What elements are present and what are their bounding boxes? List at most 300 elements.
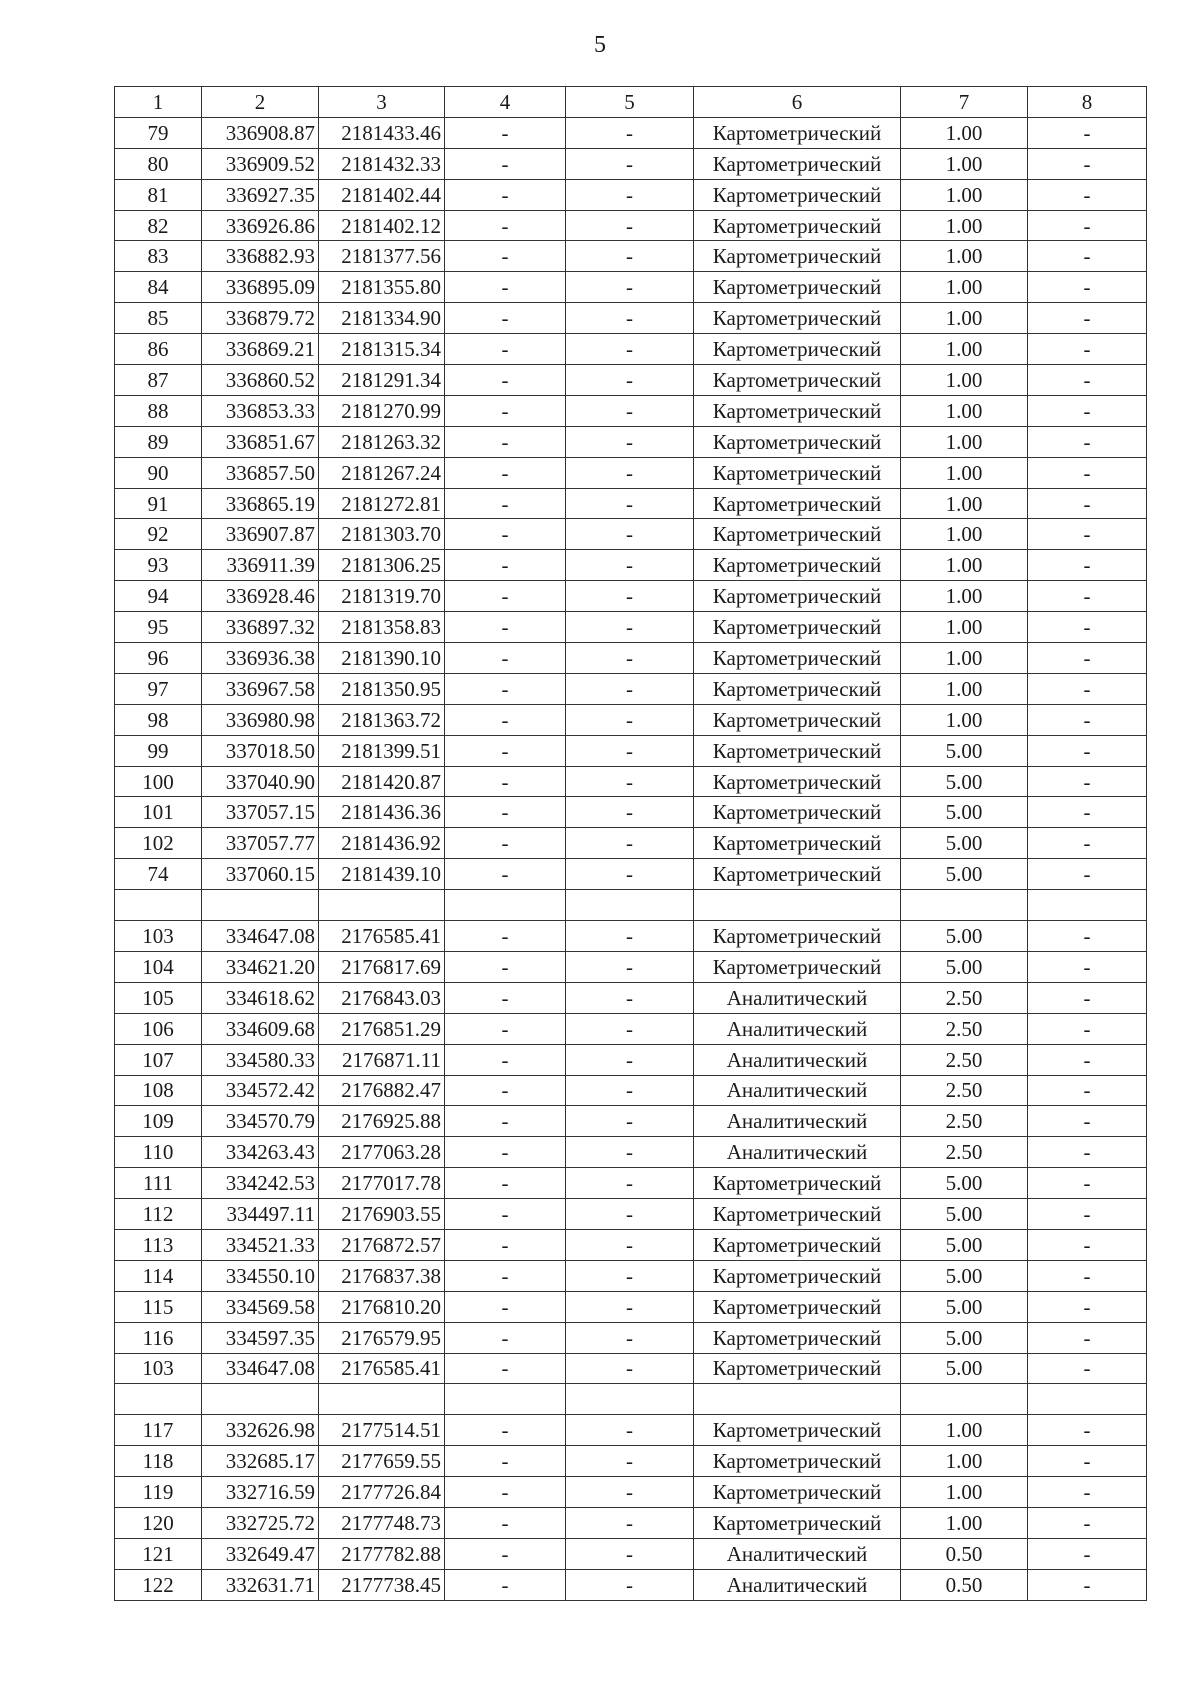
table-cell: 96 xyxy=(115,643,202,674)
table-cell: Картометрический xyxy=(694,766,901,797)
column-header: 5 xyxy=(566,87,694,118)
column-header: 1 xyxy=(115,87,202,118)
table-cell: - xyxy=(1028,117,1147,148)
table-cell: Картометрический xyxy=(694,1446,901,1477)
table-cell: Картометрический xyxy=(694,148,901,179)
table-cell: Картометрический xyxy=(694,365,901,396)
table-cell: - xyxy=(566,1137,694,1168)
table-cell: 5.00 xyxy=(901,797,1028,828)
table-cell: - xyxy=(445,1106,566,1137)
table-cell: 1.00 xyxy=(901,395,1028,426)
table-cell: 2181267.24 xyxy=(319,457,445,488)
table-cell: Картометрический xyxy=(694,395,901,426)
table-cell: - xyxy=(445,1291,566,1322)
table-cell: 108 xyxy=(115,1075,202,1106)
table-cell: 5.00 xyxy=(901,1229,1028,1260)
table-cell: - xyxy=(1028,797,1147,828)
table-cell: 334647.08 xyxy=(202,921,319,952)
table-cell: - xyxy=(445,859,566,890)
table-cell: - xyxy=(566,365,694,396)
table-cell: - xyxy=(445,612,566,643)
table-cell: Картометрический xyxy=(694,1260,901,1291)
table-cell: 2181433.46 xyxy=(319,117,445,148)
table-cell: Картометрический xyxy=(694,921,901,952)
table-cell: 79 xyxy=(115,117,202,148)
table-cell: 2177726.84 xyxy=(319,1477,445,1508)
table-cell: 113 xyxy=(115,1229,202,1260)
table-cell: 122 xyxy=(115,1569,202,1600)
table-cell: 336865.19 xyxy=(202,488,319,519)
table-cell: 1.00 xyxy=(901,334,1028,365)
table-cell: Картометрический xyxy=(694,581,901,612)
table-cell: 2177514.51 xyxy=(319,1415,445,1446)
table-row xyxy=(115,1507,1147,1538)
table-cell: - xyxy=(566,951,694,982)
table-cell: Картометрический xyxy=(694,735,901,766)
table-cell: - xyxy=(445,395,566,426)
table-cell: 83 xyxy=(115,241,202,272)
table-cell: 2181334.90 xyxy=(319,303,445,334)
table-cell: 1.00 xyxy=(901,241,1028,272)
table-cell: - xyxy=(1028,272,1147,303)
table-cell: Картометрический xyxy=(694,612,901,643)
table-cell xyxy=(319,890,445,921)
table-cell: 104 xyxy=(115,951,202,982)
table-cell: 102 xyxy=(115,828,202,859)
table-cell: - xyxy=(445,179,566,210)
table-cell: - xyxy=(1028,1569,1147,1600)
table-cell: - xyxy=(445,735,566,766)
table-cell: 74 xyxy=(115,859,202,890)
table-row xyxy=(115,365,1147,396)
table-cell: 120 xyxy=(115,1507,202,1538)
table-cell: 1.00 xyxy=(901,581,1028,612)
table-cell: 2181436.92 xyxy=(319,828,445,859)
table-cell: - xyxy=(1028,1353,1147,1384)
table-cell: 334580.33 xyxy=(202,1044,319,1075)
table-cell: - xyxy=(1028,1199,1147,1230)
table-cell: 334497.11 xyxy=(202,1199,319,1230)
table-cell: Картометрический xyxy=(694,1415,901,1446)
table-cell: 336926.86 xyxy=(202,210,319,241)
table-cell: 334570.79 xyxy=(202,1106,319,1137)
table-cell: - xyxy=(445,1075,566,1106)
table-cell: 119 xyxy=(115,1477,202,1508)
table-cell: - xyxy=(1028,1013,1147,1044)
table-cell: Картометрический xyxy=(694,1507,901,1538)
table-cell: - xyxy=(566,704,694,735)
table-cell: 2.50 xyxy=(901,1044,1028,1075)
page-number: 5 xyxy=(594,32,606,58)
table-cell: 337040.90 xyxy=(202,766,319,797)
table-cell: 2176872.57 xyxy=(319,1229,445,1260)
table-cell: - xyxy=(1028,179,1147,210)
table-cell: 116 xyxy=(115,1322,202,1353)
table-cell: 101 xyxy=(115,797,202,828)
table-cell: - xyxy=(445,365,566,396)
table-cell: - xyxy=(1028,210,1147,241)
table-cell xyxy=(445,1384,566,1415)
table-cell: - xyxy=(445,1446,566,1477)
table-cell: 2176810.20 xyxy=(319,1291,445,1322)
table-cell: 106 xyxy=(115,1013,202,1044)
table-cell: - xyxy=(445,1168,566,1199)
table-row xyxy=(115,210,1147,241)
table-row xyxy=(115,550,1147,581)
table-cell: 334550.10 xyxy=(202,1260,319,1291)
table-cell: 337060.15 xyxy=(202,859,319,890)
table-cell: 336853.33 xyxy=(202,395,319,426)
table-cell: 1.00 xyxy=(901,117,1028,148)
table-cell: 2181358.83 xyxy=(319,612,445,643)
table-cell: 114 xyxy=(115,1260,202,1291)
table-cell: - xyxy=(566,1569,694,1600)
table-cell: - xyxy=(445,921,566,952)
table-cell: 2176925.88 xyxy=(319,1106,445,1137)
table-cell: - xyxy=(1028,1446,1147,1477)
table-cell: 2.50 xyxy=(901,1137,1028,1168)
table-cell: 2177738.45 xyxy=(319,1569,445,1600)
table-cell: - xyxy=(1028,921,1147,952)
table-cell: - xyxy=(566,519,694,550)
table-cell: - xyxy=(1028,334,1147,365)
table-row xyxy=(115,1569,1147,1600)
table-cell: - xyxy=(566,210,694,241)
table-cell: - xyxy=(1028,241,1147,272)
table-cell: 332685.17 xyxy=(202,1446,319,1477)
table-cell: - xyxy=(566,395,694,426)
table-cell: 2176903.55 xyxy=(319,1199,445,1230)
table-row xyxy=(115,1322,1147,1353)
table-cell: 334242.53 xyxy=(202,1168,319,1199)
table-cell: 336882.93 xyxy=(202,241,319,272)
table-cell: - xyxy=(1028,581,1147,612)
table-cell: Аналитический xyxy=(694,1137,901,1168)
table-cell: - xyxy=(1028,1322,1147,1353)
table-cell: - xyxy=(566,982,694,1013)
table-cell: 336936.38 xyxy=(202,643,319,674)
table-cell: 2181263.32 xyxy=(319,426,445,457)
table-cell: Картометрический xyxy=(694,334,901,365)
table-cell: 332631.71 xyxy=(202,1569,319,1600)
table-cell: 337057.77 xyxy=(202,828,319,859)
column-header: 4 xyxy=(445,87,566,118)
table-cell: 2181350.95 xyxy=(319,673,445,704)
table-cell: 2176851.29 xyxy=(319,1013,445,1044)
table-cell: 100 xyxy=(115,766,202,797)
table-cell xyxy=(115,890,202,921)
table-cell: 105 xyxy=(115,982,202,1013)
table-cell: 97 xyxy=(115,673,202,704)
table-cell: 5.00 xyxy=(901,1353,1028,1384)
table-cell xyxy=(319,1384,445,1415)
table-cell: 90 xyxy=(115,457,202,488)
table-cell: 334572.42 xyxy=(202,1075,319,1106)
table-row xyxy=(115,395,1147,426)
table-cell: - xyxy=(566,457,694,488)
table-cell: Картометрический xyxy=(694,488,901,519)
table-cell: - xyxy=(1028,1044,1147,1075)
column-header: 7 xyxy=(901,87,1028,118)
table-cell: - xyxy=(445,550,566,581)
table-cell xyxy=(1028,1384,1147,1415)
table-cell: 337018.50 xyxy=(202,735,319,766)
table-row xyxy=(115,1446,1147,1477)
table-row xyxy=(115,1477,1147,1508)
table-cell: Картометрический xyxy=(694,951,901,982)
table-row xyxy=(115,519,1147,550)
table-row xyxy=(115,1538,1147,1569)
table-cell: 5.00 xyxy=(901,921,1028,952)
table-cell: 2176585.41 xyxy=(319,1353,445,1384)
table-cell: Картометрический xyxy=(694,272,901,303)
table-cell xyxy=(202,890,319,921)
table-cell: 1.00 xyxy=(901,148,1028,179)
table-cell: 1.00 xyxy=(901,426,1028,457)
table-cell: 98 xyxy=(115,704,202,735)
table-cell: - xyxy=(1028,673,1147,704)
table-cell: Картометрический xyxy=(694,1353,901,1384)
table-cell: Картометрический xyxy=(694,426,901,457)
table-row xyxy=(115,859,1147,890)
table-cell: 2181377.56 xyxy=(319,241,445,272)
table-cell: - xyxy=(566,1106,694,1137)
table-cell: - xyxy=(445,1137,566,1168)
table-cell: Картометрический xyxy=(694,519,901,550)
table-cell: 5.00 xyxy=(901,1260,1028,1291)
table-cell: 2181399.51 xyxy=(319,735,445,766)
table-row xyxy=(115,643,1147,674)
table-cell: - xyxy=(445,148,566,179)
table-cell: - xyxy=(566,1538,694,1569)
table-row xyxy=(115,148,1147,179)
table-row xyxy=(115,1415,1147,1446)
table-cell: Картометрический xyxy=(694,210,901,241)
table-cell: - xyxy=(566,488,694,519)
table-cell: - xyxy=(566,1291,694,1322)
table-cell: - xyxy=(445,1507,566,1538)
table-cell: 88 xyxy=(115,395,202,426)
table-cell: - xyxy=(445,828,566,859)
table-cell: - xyxy=(445,210,566,241)
table-cell: 95 xyxy=(115,612,202,643)
table-body xyxy=(115,117,1147,1600)
table-cell: 89 xyxy=(115,426,202,457)
table-cell: - xyxy=(445,1322,566,1353)
table-cell: - xyxy=(566,117,694,148)
table-row xyxy=(115,797,1147,828)
table-cell: 86 xyxy=(115,334,202,365)
table-cell: 336908.87 xyxy=(202,117,319,148)
table-row xyxy=(115,426,1147,457)
table-cell: 334618.62 xyxy=(202,982,319,1013)
table-cell: - xyxy=(1028,643,1147,674)
table-cell: - xyxy=(1028,1415,1147,1446)
table-cell: 332649.47 xyxy=(202,1538,319,1569)
table-cell: Картометрический xyxy=(694,704,901,735)
table-cell: - xyxy=(566,735,694,766)
table-cell: 103 xyxy=(115,921,202,952)
table-cell: 1.00 xyxy=(901,673,1028,704)
table-row xyxy=(115,1291,1147,1322)
table-cell: - xyxy=(1028,1260,1147,1291)
table-cell: - xyxy=(1028,1507,1147,1538)
table-cell: 82 xyxy=(115,210,202,241)
table-cell: - xyxy=(1028,982,1147,1013)
table-cell: 103 xyxy=(115,1353,202,1384)
table-cell: 336851.67 xyxy=(202,426,319,457)
table-row xyxy=(115,1168,1147,1199)
table-cell: Аналитический xyxy=(694,1538,901,1569)
table-cell: - xyxy=(1028,426,1147,457)
table-cell: - xyxy=(445,1044,566,1075)
table-cell: 2176837.38 xyxy=(319,1260,445,1291)
table-cell: - xyxy=(566,550,694,581)
table-cell: - xyxy=(445,117,566,148)
table-cell: 107 xyxy=(115,1044,202,1075)
table-cell: 1.00 xyxy=(901,1477,1028,1508)
table-cell: 1.00 xyxy=(901,643,1028,674)
table-cell: - xyxy=(566,612,694,643)
table-cell: - xyxy=(445,982,566,1013)
table-cell: 110 xyxy=(115,1137,202,1168)
table-cell: 336967.58 xyxy=(202,673,319,704)
table-cell: 85 xyxy=(115,303,202,334)
table-cell: - xyxy=(445,1199,566,1230)
table-cell: 334647.08 xyxy=(202,1353,319,1384)
table-cell: Картометрический xyxy=(694,1168,901,1199)
table-cell: 87 xyxy=(115,365,202,396)
table-row xyxy=(115,1199,1147,1230)
table-row xyxy=(115,581,1147,612)
table-cell: - xyxy=(1028,1137,1147,1168)
table-cell: - xyxy=(445,241,566,272)
table-cell: 1.00 xyxy=(901,365,1028,396)
table-cell: - xyxy=(1028,365,1147,396)
table-cell: - xyxy=(566,179,694,210)
table-cell: - xyxy=(566,1260,694,1291)
table-row xyxy=(115,1075,1147,1106)
table-cell: - xyxy=(566,643,694,674)
table-cell: - xyxy=(566,766,694,797)
table-cell: 336928.46 xyxy=(202,581,319,612)
table-cell: - xyxy=(566,303,694,334)
table-cell: 121 xyxy=(115,1538,202,1569)
table-cell: 2181402.12 xyxy=(319,210,445,241)
table-cell: - xyxy=(445,1538,566,1569)
table-cell: 84 xyxy=(115,272,202,303)
table-cell: - xyxy=(445,457,566,488)
table-cell xyxy=(901,890,1028,921)
table-cell: Картометрический xyxy=(694,550,901,581)
table-cell: - xyxy=(566,859,694,890)
table-cell: - xyxy=(566,1446,694,1477)
table-cell: - xyxy=(1028,766,1147,797)
table-row xyxy=(115,488,1147,519)
table-cell: - xyxy=(445,426,566,457)
table-cell: 1.00 xyxy=(901,550,1028,581)
table-row xyxy=(115,921,1147,952)
table-cell: 2181355.80 xyxy=(319,272,445,303)
table-cell: 5.00 xyxy=(901,735,1028,766)
table-cell xyxy=(566,1384,694,1415)
column-header: 2 xyxy=(202,87,319,118)
table-cell: 334609.68 xyxy=(202,1013,319,1044)
table-cell: - xyxy=(1028,828,1147,859)
table-cell: - xyxy=(1028,859,1147,890)
table-cell: Аналитический xyxy=(694,1569,901,1600)
table-cell: - xyxy=(445,1477,566,1508)
table-cell: 2177748.73 xyxy=(319,1507,445,1538)
table-row xyxy=(115,704,1147,735)
table-cell: 5.00 xyxy=(901,1199,1028,1230)
table-cell: - xyxy=(1028,457,1147,488)
table-row xyxy=(115,951,1147,982)
table-row xyxy=(115,1260,1147,1291)
table-cell: - xyxy=(445,1229,566,1260)
table-row xyxy=(115,241,1147,272)
table-cell: - xyxy=(566,581,694,612)
table-cell: Картометрический xyxy=(694,797,901,828)
table-cell: - xyxy=(566,426,694,457)
table-cell: - xyxy=(1028,1291,1147,1322)
table-cell: 111 xyxy=(115,1168,202,1199)
table-cell: 336895.09 xyxy=(202,272,319,303)
table-cell: - xyxy=(445,951,566,982)
table-cell: Аналитический xyxy=(694,1044,901,1075)
table-cell: 2181436.36 xyxy=(319,797,445,828)
table-row xyxy=(115,1013,1147,1044)
table-cell: - xyxy=(445,1569,566,1600)
table-cell: 332626.98 xyxy=(202,1415,319,1446)
table-cell: 2181303.70 xyxy=(319,519,445,550)
table-cell: - xyxy=(566,673,694,704)
table-cell: 2181363.72 xyxy=(319,704,445,735)
table-cell: - xyxy=(566,1168,694,1199)
table-cell: 2.50 xyxy=(901,1075,1028,1106)
table-cell: Картометрический xyxy=(694,1291,901,1322)
table-row xyxy=(115,1106,1147,1137)
table-cell: 334621.20 xyxy=(202,951,319,982)
table-cell: - xyxy=(445,1415,566,1446)
table-cell: 2181432.33 xyxy=(319,148,445,179)
table-cell: Картометрический xyxy=(694,179,901,210)
table-cell: - xyxy=(445,488,566,519)
table-cell: - xyxy=(1028,303,1147,334)
table-cell: 1.00 xyxy=(901,612,1028,643)
separator-row xyxy=(115,890,1147,921)
table-cell: 2176817.69 xyxy=(319,951,445,982)
table-cell: 5.00 xyxy=(901,951,1028,982)
table-cell: 336980.98 xyxy=(202,704,319,735)
table-cell: - xyxy=(445,797,566,828)
table-row xyxy=(115,303,1147,334)
table-row xyxy=(115,334,1147,365)
table-cell: 2181439.10 xyxy=(319,859,445,890)
table-cell: 337057.15 xyxy=(202,797,319,828)
table-cell: 92 xyxy=(115,519,202,550)
table-cell: 332725.72 xyxy=(202,1507,319,1538)
table-cell: - xyxy=(566,1044,694,1075)
table-cell: 2181315.34 xyxy=(319,334,445,365)
table-cell: 1.00 xyxy=(901,179,1028,210)
table-cell: - xyxy=(445,1260,566,1291)
coordinates-table xyxy=(114,86,1147,1601)
header-row xyxy=(115,87,1147,118)
table-cell: 2181272.81 xyxy=(319,488,445,519)
table-cell: - xyxy=(1028,519,1147,550)
table-cell xyxy=(694,890,901,921)
